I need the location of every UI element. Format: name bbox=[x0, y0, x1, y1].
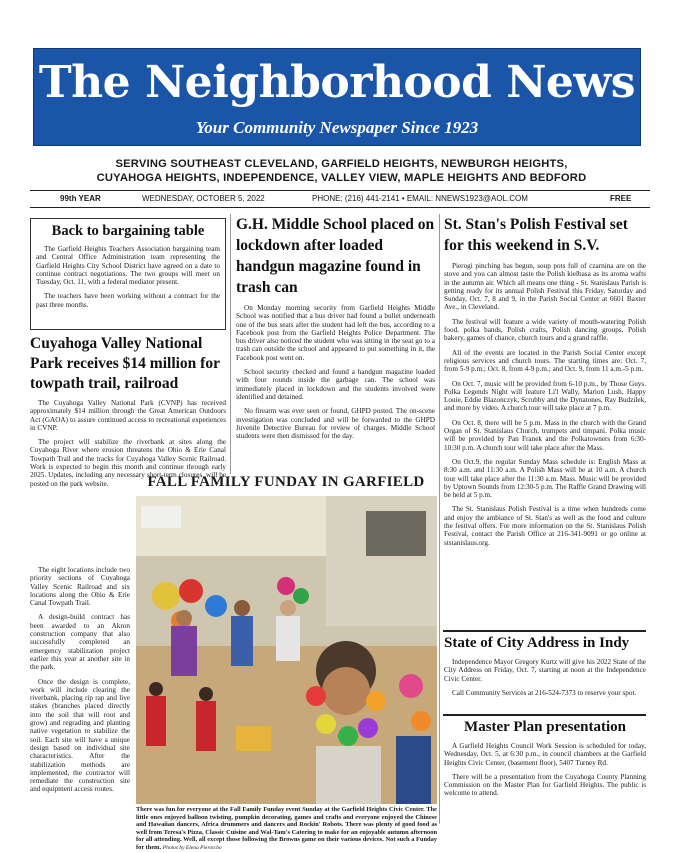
indy-paragraph: Independence Mayor Gregory Kurtz will give his 2022 State of the City Address on Friday, Oct. 7, starting at noon at the Independence Civic Center. bbox=[444, 658, 646, 683]
lockdown-article bbox=[236, 214, 435, 446]
polish-headline: St. Stan's Polish Festival set for this weekend in S.V. bbox=[444, 216, 628, 254]
polish-paragraph: On Oct. 7, music will be provided from 6-10 p.m., by Those Guys. Polka Legends Night will feature Li'l Wally, Marion Lush, Happy Louie, Eddie Blazonczyk, Scrubby and the Dynatones, Ray Budzilek, and more by video. A church tour will take place at 7 p.m. bbox=[444, 379, 646, 413]
polish-paragraph: Pierogi pinching has begun, soup pots full of czarnina are on the stove and you can almost taste the Polish kielbasa as its aroma wafts in the autumn air. Which all means one thing - St. Stanislaus Parish is getting ready for its annual Polish Festival this Friday, Saturday and Sunday, Oct. 7, 8 and 9, in the Parish Social Center at 6601 Baxter Ave., in Cleveland. bbox=[444, 262, 646, 312]
cvnp-headline: Cuyahoga Valley National Park receives $14 million for towpath trail, railroad bbox=[30, 335, 220, 392]
bargaining-paragraph: The teachers have been working without a contract for the past three months. bbox=[36, 292, 220, 309]
polish-paragraph: The festival will feature a wide variety of mouth-watering Polish food, polka bands, Polish crafts, Polish dancing groups, Polish bakery, games of chance, church tours and a grand raffle. bbox=[444, 317, 646, 343]
dateline-year: 99th YEAR bbox=[60, 194, 101, 203]
service-area-line-2: CUYAHOGA HEIGHTS, INDEPENDENCE, VALLEY VIEW, MAPLE HEIGHTS AND BEDFORD bbox=[96, 172, 587, 184]
polish-paragraph: On Oct. 8, there will be 5 p.m. Mass in the church with the Grand Organ of St. Stanislaus Church, trumpets and timpani. Polka music will be provided by Pan Franek and the Polkatowners from 6:30-10:30 p.m. A church tour will take place after the Mass. bbox=[444, 418, 646, 452]
polish-festival-article bbox=[444, 214, 646, 553]
cvnp-paragraph: The project will stabilize the riverbank at sites along the Cuyahoga River where erosion threatens the Ohio & Erie Canal Towpath Trail and the tracks for Cuyahoga Valley Scenic Railroad. Work is expected to begin this month and continue through early 2025. Updates, including any necessary short-term closures, will be posted on the park website. bbox=[30, 438, 226, 488]
dateline-top-rule bbox=[30, 190, 650, 191]
master-paragraph: A Garfield Heights Council Work Session is scheduled for today, Wednesday, Oct. 5, at 6:30 p.m., in council chambers at the Garfield Heights Civic Center, (basement floor), 5407 Turney Rd. bbox=[444, 742, 646, 767]
polish-paragraph: On Oct.9, the regular Sunday Mass schedule is: English Mass at 8:30 a.m. and 11:30 a.m. A Polish Mass will be at 10 a.m. A church tour will take place after the 11:30 a.m. Mass. Music will be provided by Uptown Sounds from 12:30-5 p.m. The Raffle Grand Drawing will be held at 5 p.m. bbox=[444, 457, 646, 500]
cvnp-paragraph: The eight locations include two priority sections of Cuyahoga Valley Scenic Railroad and six locations along the Ohio & Erie Canal Towpath Trail. bbox=[30, 566, 130, 608]
cvnp-paragraph: The Cuyahoga Valley National Park (CVNP) has received approximately $14 million through the Great American Outdoors Act (GAOA) to assure continued access to recreational experiences in CVNP. bbox=[30, 399, 226, 432]
cvnp-paragraph: A design-build contract has been awarded to an Akron construction company that also successfully completed an emergency stabilization project earlier this year at another site in the park. bbox=[30, 613, 130, 672]
indy-headline: State of City Address in Indy bbox=[444, 635, 630, 651]
cvnp-continued bbox=[30, 566, 130, 800]
dateline-date: WEDNESDAY, OCTOBER 5, 2022 bbox=[142, 194, 265, 203]
service-area-line-1: SERVING SOUTHEAST CLEVELAND, GARFIELD HEIGHTS, NEWBURGH HEIGHTS, bbox=[115, 158, 568, 170]
funday-photo-credit: Photos by Elena Pierotcho bbox=[162, 844, 222, 851]
masthead-title: The Neighborhood News bbox=[38, 57, 636, 108]
lockdown-paragraph: School security checked and found a handgun magazine loaded with four rounds inside the garbage can. The school was immediately placed in lockdown and the students involved were identified and detained. bbox=[236, 368, 435, 401]
polish-paragraph: All of the events are located in the Parish Social Center except religious services and church tours. The starting times are: Oct. 7, from 5-9 p.m.; Oct. 8, from 4-9 p.m.; and Oct. 9, from 11 a.m.-5 p.m. bbox=[444, 348, 646, 374]
section-rule bbox=[443, 714, 646, 716]
master-paragraph: There will be a presentation from the Cuyahoga County Planning Commission on the Master Plan for Garfield Heights. The public is welcome to attend. bbox=[444, 772, 646, 798]
master-headline: Master Plan presentation bbox=[464, 719, 626, 735]
funday-headline: FALL FAMILY FUNDAY IN GARFIELD bbox=[147, 474, 425, 490]
column-divider bbox=[439, 214, 440, 824]
cvnp-paragraph: Once the design is complete, work will include clearing the riverbank, placing rip rap and live stakes (branches placed directly into the soil that will root and grow) and regrading and planting native vegetation to stabilize the soil. Each site will have a unique design based on individual site characteristics. After the stabilization methods are implemented, the contractor will remediate the construction site and equipment access routes. bbox=[30, 677, 130, 794]
masthead-tagline: Your Community Newspaper Since 1923 bbox=[195, 118, 479, 137]
column-divider bbox=[230, 214, 231, 474]
lockdown-headline: G.H. Middle School placed on lockdown after loaded handgun magazine found in trash can bbox=[236, 216, 435, 296]
funday-caption-text: There was fun for everyone at the Fall Family Funday event Sunday at the Garfield Heights Civic Center. The little ones enjoyed balloon twisting, pumpkin decorating, games and crafts and everyone enjoyed the Chinese and Hawaiian dancers, Africa drummers and dancers and Rockin' Robots. There was plenty of good food as well from Teresa's Pizza, Classic Cuisine and Wal-Tam's Catering to make for an enjoyable autumn afternoon for all attending. Well, all except those following the Browns game on their various devices. Not such a Funday for them. bbox=[136, 806, 437, 851]
bargaining-headline: Back to bargaining table bbox=[51, 223, 205, 239]
cvnp-article bbox=[30, 334, 226, 494]
polish-paragraph: The St. Stanislaus Polish Festival is a time when hundreds come and enjoy the ambiance of St. Stan's as well as the food and culture the festival offers. For more information on the St. Stanislaus Polish Festival, contact the Parish Office at 216-341-9091 or go online at ststanislaus.org. bbox=[444, 505, 646, 547]
funday-photo bbox=[136, 496, 437, 804]
masthead bbox=[30, 45, 644, 149]
masthead-banner bbox=[33, 48, 641, 146]
bargaining-article bbox=[30, 218, 226, 330]
dateline-price: FREE bbox=[610, 194, 632, 203]
indy-paragraph: Call Community Services at 216-524-7373 to reserve your spot. bbox=[452, 688, 637, 697]
section-rule bbox=[443, 630, 646, 632]
lockdown-paragraph: On Monday morning security from Garfield Heights Middle School was notified that a bus driver had found a bullet underneath one of the bus seats after the student had left the bus, according to a Facebook post from the Garfield Heights Police Department. The bus driver also noticed the student who was sitting in the seat go to a trash can outside the school and appeared to put something in it, the Facebook post went on. bbox=[236, 304, 435, 362]
lockdown-paragraph: No firearm was ever seen or found, GHPD posted. The on-scene investigation was concluded and will be forwarded to the GHPD Juvenile Detective Bureau for review of charges. Middle School students were then dismissed for the day. bbox=[236, 407, 435, 441]
dateline-contact: PHONE: (216) 441-2141 • EMAIL: NNEWS1923@AOL.COM bbox=[312, 194, 528, 203]
funday-caption bbox=[136, 806, 437, 853]
indy-address-article bbox=[444, 634, 646, 703]
funday-photo-illustration bbox=[136, 496, 437, 804]
master-plan-article bbox=[444, 718, 646, 804]
dateline-bottom-rule bbox=[30, 207, 650, 208]
dateline bbox=[30, 193, 650, 207]
bargaining-paragraph: The Garfield Heights Teachers Association bargaining team and Central Office Administration team representing the Garfield Heights City School District have agreed on a date to continue contract negotiations. The two groups will meet on Tuesday, Oct. 11, with a federal mediator present. bbox=[36, 245, 220, 287]
